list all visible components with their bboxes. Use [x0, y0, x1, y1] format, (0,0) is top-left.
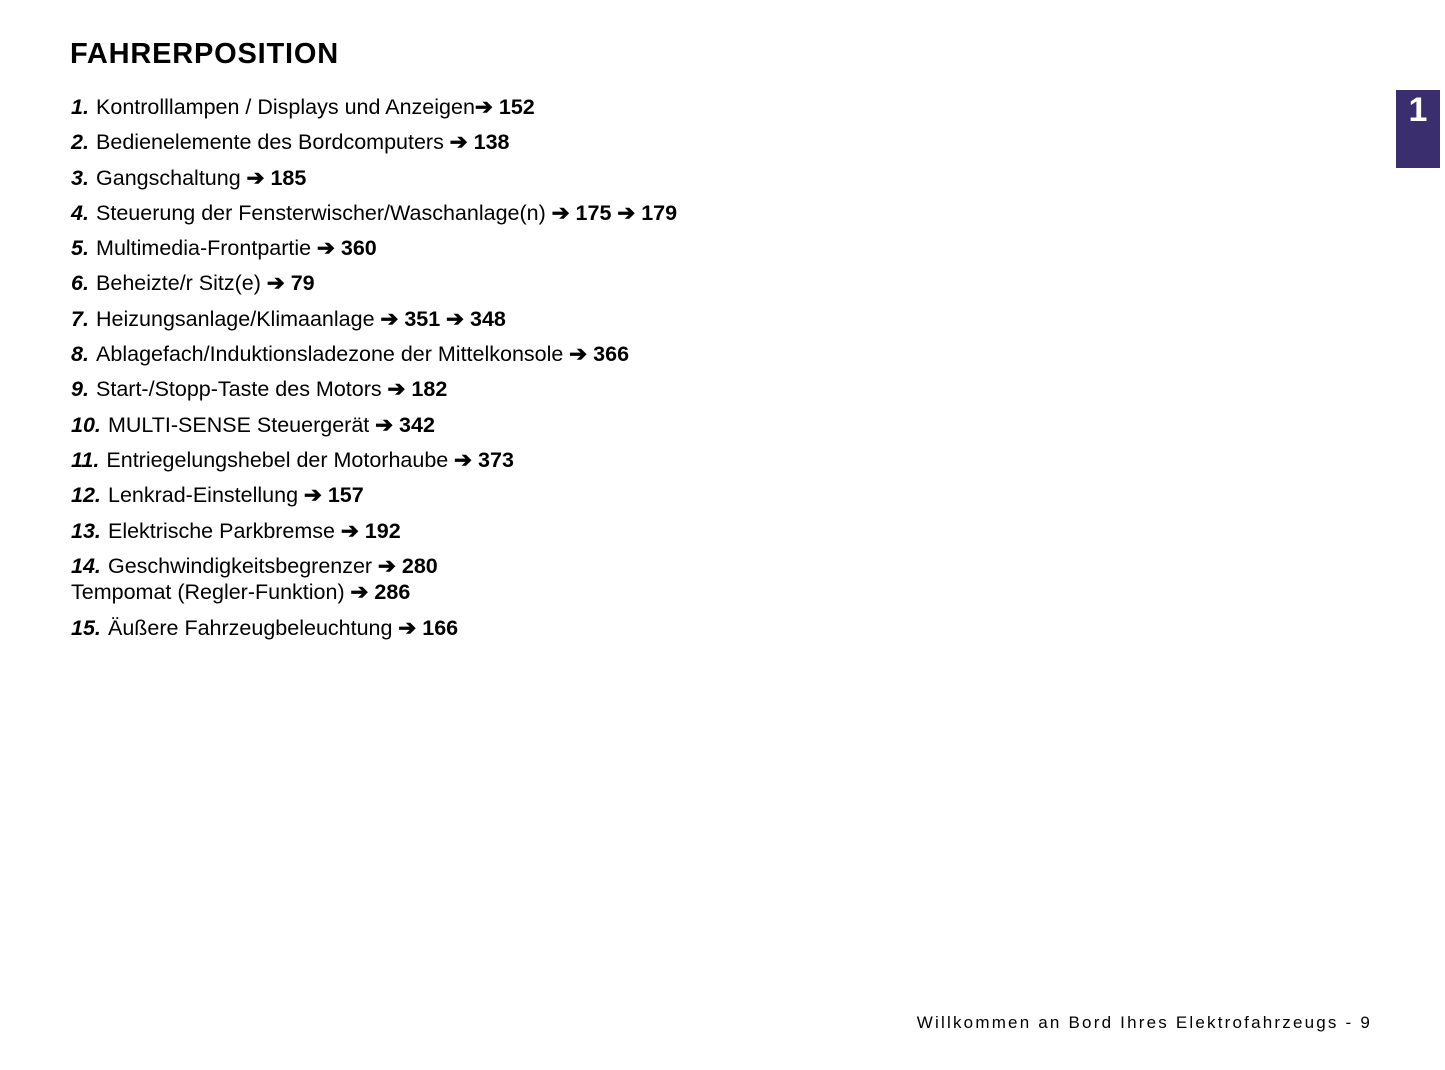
list-item: [71, 414, 1031, 436]
item-number: 1.: [71, 95, 89, 119]
item-number: 7.: [71, 306, 89, 331]
arrow-right-icon: ➔: [350, 580, 369, 605]
item-number: 5.: [71, 236, 89, 261]
arrow-right-icon: ➔: [266, 271, 285, 296]
list-item: [71, 520, 1031, 542]
list-item: [71, 343, 1031, 365]
arrow-right-icon: ➔: [375, 412, 394, 437]
list-item: [71, 449, 1031, 471]
footer-text: Willkommen an Bord Ihres Elektrofahrzeugs - 9: [916, 1013, 1372, 1032]
list-item: [71, 484, 1031, 506]
item-text: Kontrolllampen / Displays und Anzeigen: [96, 95, 475, 119]
item-refs: [448, 448, 514, 472]
arrow-right-icon: ➔: [340, 518, 359, 543]
item-text: Heizungsanlage/Klimaanlage: [96, 306, 375, 331]
item-refs: [375, 307, 506, 331]
item-text: Multimedia-Frontpartie: [96, 236, 312, 261]
page-ref: ➔ 138: [449, 130, 510, 155]
list-item: [71, 167, 1031, 189]
arrow-right-icon: ➔: [449, 130, 468, 155]
page-ref: ➔ 175: [551, 200, 612, 225]
item-text: Ablagefach/Induktionsladezone der Mittelkonsole: [96, 342, 564, 367]
arrow-right-icon: ➔: [446, 306, 465, 331]
item-number: 13.: [71, 518, 101, 543]
page-ref: ➔ 185: [246, 165, 307, 190]
page-ref: ➔ 373: [454, 447, 514, 472]
item-number: 15.: [71, 615, 101, 640]
page-ref: ➔ 192: [340, 518, 401, 543]
page-ref: ➔ 366: [569, 342, 630, 367]
item-text: Bedienelemente des Bordcomputers: [96, 130, 444, 155]
list-item: [71, 555, 1031, 604]
item-number: 14.: [71, 553, 101, 578]
item-text: Entriegelungshebel der Motorhaube: [106, 447, 449, 472]
arrow-right-icon: ➔: [316, 236, 335, 261]
page-ref: ➔ 157: [303, 483, 364, 508]
item-text: Start-/Stopp-Taste des Motors: [96, 377, 382, 402]
item-refs: [546, 201, 677, 225]
arrow-right-icon: ➔: [474, 95, 493, 119]
item-refs: [475, 95, 535, 119]
item-number: 6.: [71, 271, 89, 296]
item-text: Steuerung der Fensterwischer/Waschanlage(n): [96, 200, 546, 225]
item-refs: [369, 413, 435, 437]
page-ref: ➔ 166: [398, 615, 459, 640]
arrow-right-icon: ➔: [569, 342, 588, 367]
item-text: Beheizte/r Sitz(e): [96, 271, 261, 296]
item-number: 11.: [71, 447, 100, 472]
item-text: Gangschaltung: [96, 165, 241, 190]
arrow-right-icon: ➔: [303, 483, 322, 508]
page-ref: ➔ 360: [316, 236, 377, 261]
item-refs: [335, 519, 401, 543]
list-item: [71, 237, 1031, 259]
item-text: Elektrische Parkbremse: [107, 518, 336, 543]
item-text: Geschwindigkeitsbegrenzer: [107, 553, 373, 578]
arrow-right-icon: ➔: [398, 615, 417, 640]
list-item: [71, 131, 1031, 153]
item-refs: [392, 616, 458, 640]
item-text: Lenkrad-Einstellung: [107, 483, 299, 508]
item-number: 12.: [71, 483, 101, 508]
item-number: 3.: [71, 165, 89, 190]
item-refs: [298, 483, 364, 507]
page-ref: ➔ 179: [617, 200, 678, 225]
arrow-right-icon: ➔: [246, 165, 265, 190]
item-refs: [241, 166, 307, 190]
page-ref: ➔ 348: [446, 306, 506, 331]
list-item: [71, 378, 1031, 400]
list-item-continuation: [71, 581, 1031, 603]
item-refs: [372, 554, 438, 578]
page-ref: ➔ 152: [474, 95, 535, 119]
item-number: 2.: [71, 130, 89, 155]
item-refs: [311, 236, 377, 260]
item-refs: [382, 377, 448, 401]
arrow-right-icon: ➔: [380, 306, 399, 331]
items-list: [71, 96, 1031, 652]
list-item: [71, 96, 1031, 118]
arrow-right-icon: ➔: [377, 553, 396, 578]
item-number: 10.: [71, 412, 101, 437]
item-refs: [444, 130, 510, 154]
section-tab: [1396, 90, 1440, 168]
arrow-right-icon: ➔: [454, 447, 473, 472]
item-text: MULTI-SENSE Steuergerät: [107, 412, 370, 437]
arrow-right-icon: ➔: [387, 377, 406, 402]
page-title: FAHRERPOSITION: [70, 38, 339, 70]
item-number: 4.: [71, 200, 89, 225]
item-number: 9.: [71, 377, 89, 402]
page-ref: ➔ 351: [380, 306, 441, 331]
page-ref: ➔ 342: [375, 412, 435, 437]
section-tab-number: 1: [1408, 91, 1428, 129]
list-item: [71, 308, 1031, 330]
item-number: 8.: [71, 342, 89, 367]
list-item: [71, 202, 1031, 224]
page-ref: ➔ 280: [377, 553, 438, 578]
page-ref: ➔ 182: [387, 377, 448, 402]
list-item: [71, 617, 1031, 639]
item-refs: [345, 580, 411, 604]
page-ref: ➔ 286: [350, 580, 411, 605]
list-item: [71, 272, 1031, 294]
item-text: Tempomat (Regler-Funktion): [71, 580, 345, 605]
item-text: Äußere Fahrzeugbeleuchtung: [107, 615, 393, 640]
arrow-right-icon: ➔: [617, 200, 636, 225]
arrow-right-icon: ➔: [551, 200, 570, 225]
item-refs: [563, 342, 629, 366]
page-ref: ➔ 79: [266, 271, 315, 296]
item-refs: [261, 271, 315, 295]
